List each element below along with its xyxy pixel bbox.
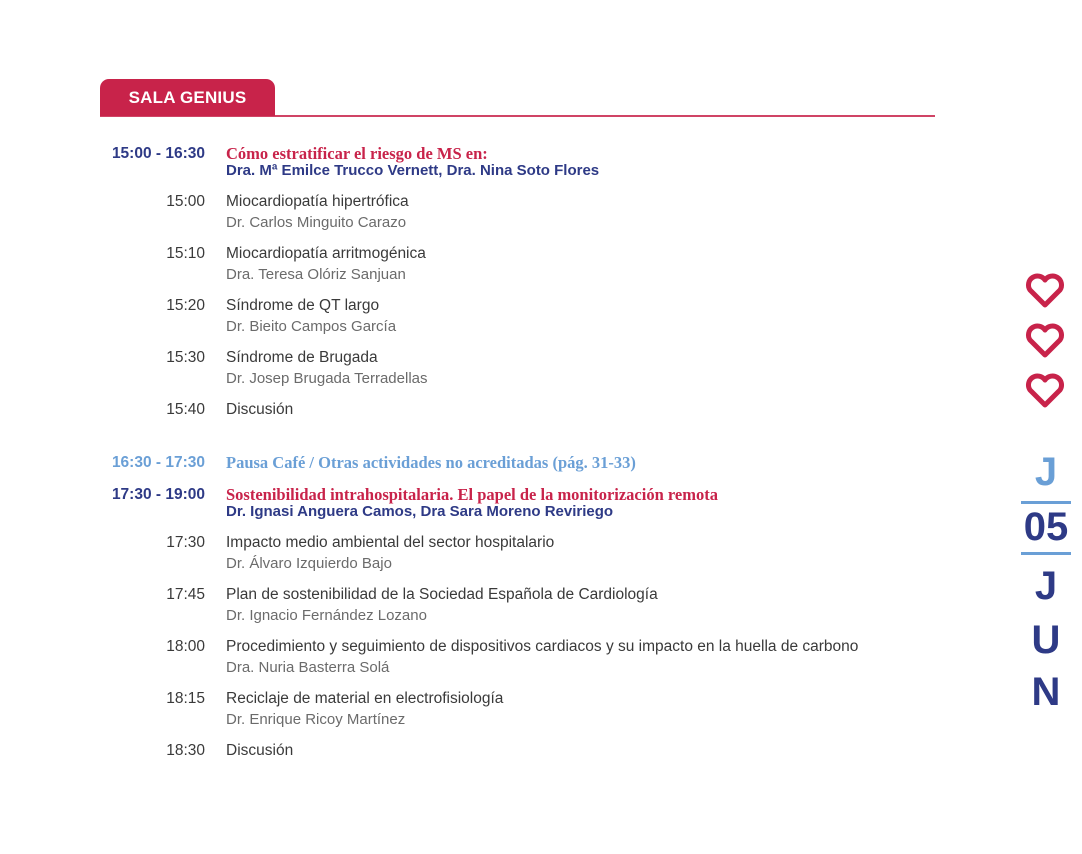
talk-speaker: Dr. Enrique Ricoy Martínez — [226, 711, 406, 728]
session-chairs: Dr. Ignasi Anguera Camos, Dra Sara Moreno Reviriego — [226, 503, 614, 520]
talk-title: Impacto medio ambiental del sector hospitalario — [226, 534, 555, 551]
session-time: 16:30 - 17:30 — [111, 454, 205, 471]
talk-title: Síndrome de Brugada — [226, 349, 378, 366]
room-tab — [100, 79, 275, 116]
talk-time: 15:40 — [166, 401, 205, 418]
date-weekday: J — [1034, 450, 1058, 494]
talk-speaker: Dra. Teresa Olóriz Sanjuan — [226, 266, 406, 283]
room-divider — [100, 115, 935, 117]
date-divider-bottom — [1021, 552, 1071, 555]
talk-speaker: Dr. Ignacio Fernández Lozano — [226, 607, 427, 624]
talk-time: 15:00 — [166, 193, 205, 210]
heart-icon — [1024, 322, 1066, 360]
session-time: 17:30 - 19:00 — [111, 486, 205, 503]
date-day: 05 — [1023, 505, 1069, 549]
date-divider-top — [1021, 501, 1071, 504]
room-label: SALA GENIUS — [128, 87, 247, 107]
talk-speaker: Dra. Nuria Basterra Solá — [226, 659, 390, 676]
talk-title: Miocardiopatía hipertrófica — [226, 193, 409, 210]
talk-speaker: Dr. Álvaro Izquierdo Bajo — [226, 555, 392, 572]
talk-time: 15:10 — [166, 245, 205, 262]
talk-time: 15:30 — [166, 349, 205, 366]
talk-title: Procedimiento y seguimiento de dispositivos cardiacos y su impacto en la huella de carbono — [226, 638, 859, 655]
talk-title: Plan de sostenibilidad de la Sociedad Española de Cardiología — [226, 586, 658, 603]
talk-speaker: Dr. Josep Brugada Terradellas — [226, 370, 428, 387]
talk-time: 15:20 — [166, 297, 205, 314]
talk-title: Miocardiopatía arritmogénica — [226, 245, 426, 262]
talk-title: Síndrome de QT largo — [226, 297, 380, 314]
talk-speaker: Dr. Carlos Minguito Carazo — [226, 214, 407, 231]
talk-speaker: Dr. Bieito Campos García — [226, 318, 397, 335]
talk-title: Discusión — [226, 401, 294, 418]
talk-time: 18:30 — [166, 742, 205, 759]
talk-time: 18:15 — [166, 690, 205, 707]
session-chairs: Dra. Mª Emilce Trucco Vernett, Dra. Nina Soto Flores — [226, 162, 600, 179]
date-month-letter: U — [1031, 618, 1061, 662]
talk-time: 17:45 — [166, 586, 205, 603]
heart-icon — [1024, 272, 1066, 310]
talk-title: Discusión — [226, 742, 294, 759]
date-month-letter: J — [1034, 564, 1058, 608]
talk-title: Reciclaje de material en electrofisiología — [226, 690, 504, 707]
session-title: Pausa Café / Otras actividades no acreditadas (pág. 31-33) — [226, 453, 636, 472]
talk-time: 17:30 — [166, 534, 205, 551]
session-title: Cómo estratificar el riesgo de MS en: — [226, 144, 488, 163]
talk-time: 18:00 — [166, 638, 205, 655]
date-month-letter: N — [1031, 670, 1061, 714]
session-time: 15:00 - 16:30 — [111, 145, 205, 162]
heart-icon — [1024, 372, 1066, 410]
session-title: Sostenibilidad intrahospitalaria. El papel de la monitorización remota — [226, 485, 718, 504]
